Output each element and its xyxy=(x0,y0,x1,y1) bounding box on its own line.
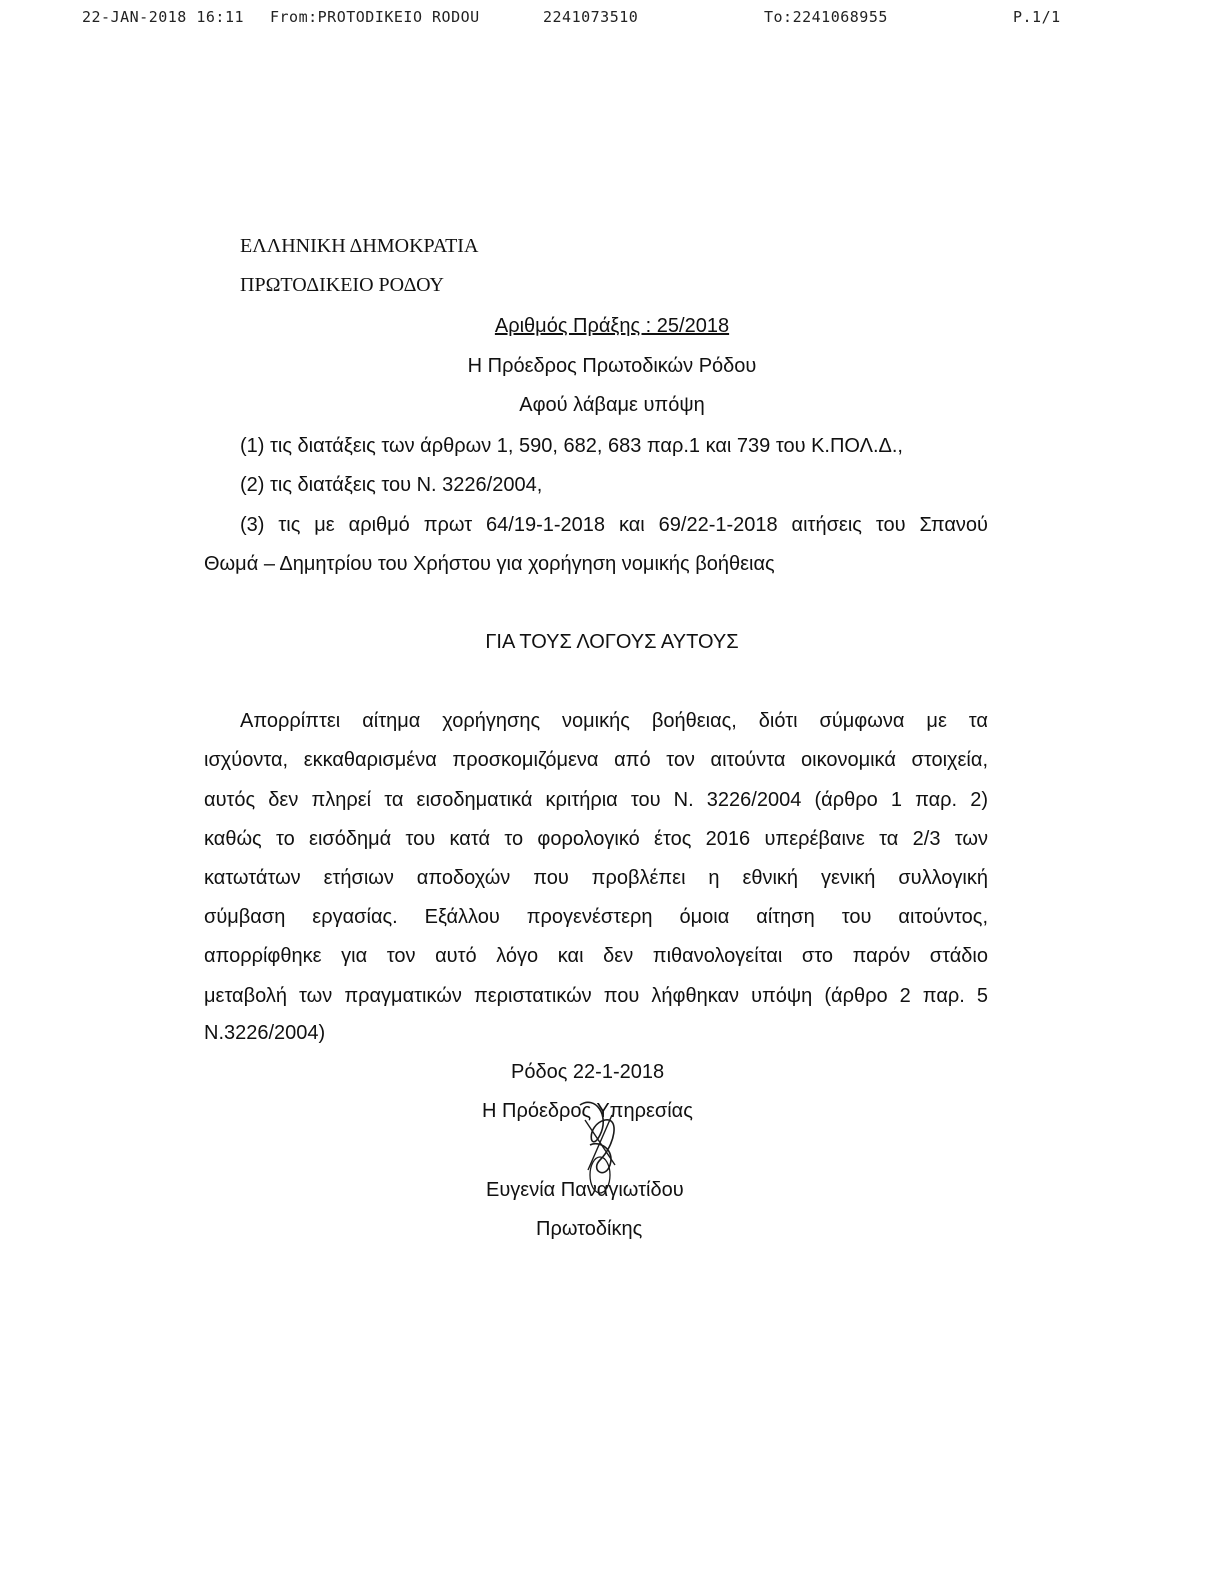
considering-line: Αφού λάβαμε υπόψη xyxy=(519,394,705,416)
president-line: Η Πρόεδρος Πρωτοδικών Ρόδου xyxy=(467,355,757,377)
decision-line: ισχύοντα, εκκαθαρισμένα προσκομιζόμενα από τον αιτούντα οικονομικά στοιχεία, xyxy=(204,749,988,771)
item-3-line-2: Θωμά – Δημητρίου του Χρήστου για χορήγηση νομικής βοήθειας xyxy=(204,553,775,575)
fax-datetime: 22-JAN-2018 16:11 xyxy=(82,8,245,26)
act-number: Αριθμός Πράξης : 25/2018 xyxy=(494,315,730,337)
decision-line: αυτός δεν πληρεί τα εισοδηματικά κριτήρια του Ν. 3226/2004 (άρθρο 1 παρ. 2) xyxy=(204,789,988,811)
item-2: (2) τις διατάξεις του Ν. 3226/2004, xyxy=(240,474,543,496)
signatory-role: Η Πρόεδρος Υπηρεσίας xyxy=(482,1100,693,1122)
item-1: (1) τις διατάξεις των άρθρων 1, 590, 682, 683 παρ.1 και 739 του Κ.ΠΟΛ.Δ., xyxy=(240,435,903,457)
reasons-heading: ΓΙΑ ΤΟΥΣ ΛΟΓΟΥΣ ΑΥΤΟΥΣ xyxy=(485,631,739,653)
decision-line: καθώς το εισόδημά του κατά το φορολογικό έτος 2016 υπερέβαινε τα 2/3 των xyxy=(204,828,988,850)
fax-from: From:PROTODIKEIO RODOU xyxy=(270,8,480,26)
decision-line: Απορρίπτει αίτημα χορήγησης νομικής βοήθειας, διότι σύμφωνα με τα xyxy=(240,710,988,732)
decision-line: Ν.3226/2004) xyxy=(204,1022,326,1044)
letterhead-court: ΠΡΩΤΟΔΙΚΕΙΟ ΡΟΔΟΥ xyxy=(240,274,444,296)
signatory-name: Ευγενία Παναγιωτίδου xyxy=(486,1179,684,1201)
decision-line: σύμβαση εργασίας. Εξάλλου προγενέστερη όμοια αίτηση του αιτούντος, xyxy=(204,906,988,928)
item-3-line-1: (3) τις με αριθμό πρωτ 64/19-1-2018 και 69/22-1-2018 αιτήσεις του Σπανού xyxy=(240,514,988,536)
signatory-title: Πρωτοδίκης xyxy=(536,1218,643,1240)
decision-line: απορρίφθηκε για τον αυτό λόγο και δεν πιθανολογείται στο παρόν στάδιο xyxy=(204,945,988,967)
fax-to: To:2241068955 xyxy=(764,8,888,26)
handwritten-signature xyxy=(570,1085,630,1195)
place-date: Ρόδος 22-1-2018 xyxy=(511,1061,665,1083)
decision-line: κατωτάτων ετήσιων αποδοχών που προβλέπει η εθνική γενική συλλογική xyxy=(204,867,988,889)
fax-header xyxy=(0,8,1224,30)
fax-from-number: 2241073510 xyxy=(543,8,639,26)
letterhead-republic: ΕΛΛΗΝΙΚΗ ΔΗΜΟΚΡΑΤΙΑ xyxy=(240,235,479,257)
decision-line: μεταβολή των πραγματικών περιστατικών που λήφθηκαν υπόψη (άρθρο 2 παρ. 5 xyxy=(204,985,988,1007)
fax-page: P.1/1 xyxy=(1013,8,1061,26)
